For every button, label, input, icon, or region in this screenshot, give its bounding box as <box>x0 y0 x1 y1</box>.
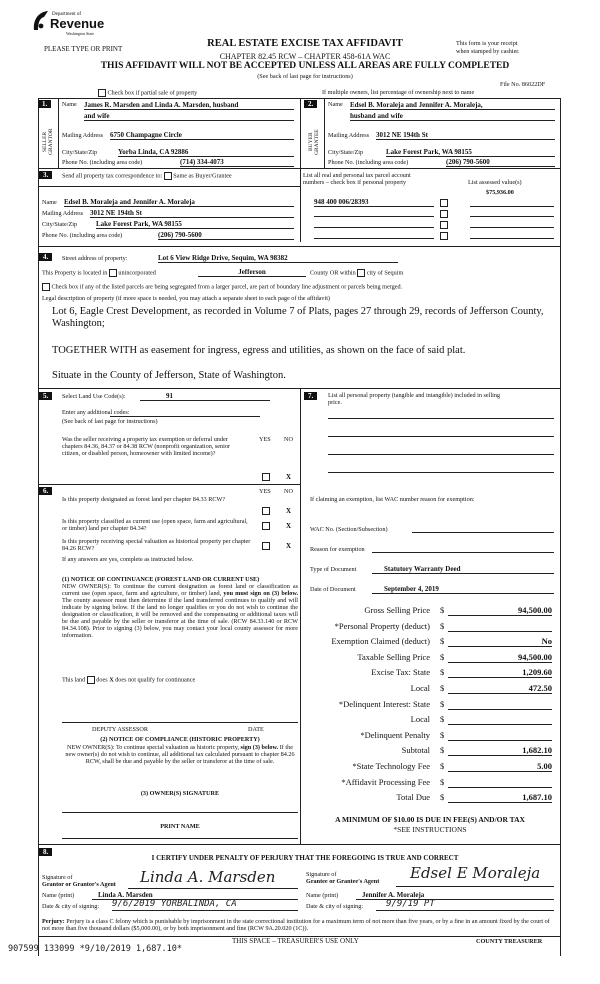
grantor-name-field[interactable]: Linda A. Marsden <box>92 891 298 900</box>
s5-yes-header: YES <box>259 436 271 443</box>
fee-value[interactable] <box>448 620 552 632</box>
fee-label: *Delinquent Penalty <box>360 729 430 740</box>
grantee-name-label: Name (print) <box>306 892 339 899</box>
buyer-phone-label: Phone No. (including area code) <box>328 159 409 166</box>
county-or-label: County OR within <box>310 269 356 277</box>
doc-type-field[interactable]: Statutory Warranty Deed <box>372 565 554 574</box>
logo-sub: Washington State <box>66 31 95 36</box>
fee-row <box>300 776 560 790</box>
owner-signature-label: (3) OWNER(S) SIGNATURE <box>140 790 220 797</box>
fee-currency: $ <box>440 698 445 709</box>
tax-phone-field[interactable]: (206) 790-5600 <box>158 231 294 240</box>
same-as-buyer-label: Same as Buyer/Grantee <box>173 172 232 180</box>
notice2-part-b: If the new owner(s) do not wish to continue, all additional tax calculated pursuant to chapter 84.26 RCW, shall be due and payable by the seller or transferor at the time of sale. <box>65 744 295 765</box>
section-1-number: 1. <box>38 100 51 108</box>
section-7-number: 7. <box>304 392 317 400</box>
dor-logo <box>32 10 105 40</box>
deputy-assessor-label: DEPUTY ASSESSOR <box>92 726 148 733</box>
s5-q1-yes-checkbox[interactable] <box>262 473 270 481</box>
same-as-buyer-checkbox[interactable] <box>164 172 172 180</box>
section-4-number: 4. <box>39 253 52 261</box>
buyer-name-line1[interactable]: Edsel B. Moraleja and Jennifer A. Moraleja, <box>350 101 555 110</box>
grantor-sig-label-2: Grantor or Grantor's Agent <box>42 881 116 888</box>
minimum-due-note: A MINIMUM OF $10.00 IS DUE IN FEE(S) AND/OR TAX <box>335 815 525 824</box>
s6-q1-yes-checkbox[interactable] <box>262 507 270 515</box>
logo-top: Department of <box>52 12 82 17</box>
section-8-number: 8. <box>39 848 52 856</box>
logo-main: Revenue <box>50 16 105 31</box>
fee-row <box>300 744 560 758</box>
notice-continuance-text <box>62 583 298 639</box>
fee-row <box>300 651 560 665</box>
fee-value[interactable] <box>448 698 552 710</box>
segregated-checkbox[interactable] <box>42 283 50 291</box>
seller-name-line2[interactable]: and wife <box>84 112 294 121</box>
county-field[interactable]: Jefferson <box>198 268 306 277</box>
seller-section <box>38 98 58 168</box>
located-label: This Property is located in <box>42 269 108 277</box>
fee-label: Subtotal <box>401 745 430 756</box>
land-use-see-back: (See back of last page for instructions) <box>62 418 158 425</box>
fee-row <box>300 791 560 805</box>
land-does-not-mark[interactable]: X <box>109 676 114 684</box>
assessed-value-label: List assessed value(s) <box>468 179 522 186</box>
additional-codes-label: Enter any additional codes: <box>62 409 130 416</box>
section-2-number: 2. <box>304 100 317 108</box>
s6-current-use-question: Is this property classified as current use (open space, farm and agricultural, or timber) land per chapter 84.34? <box>62 518 248 532</box>
fee-currency: $ <box>440 651 445 662</box>
form-chapter: CHAPTER 82.45 RCW – CHAPTER 458-61A WAC <box>219 52 391 61</box>
notice-compliance-title: (2) NOTICE OF COMPLIANCE (HISTORIC PROPERTY) <box>100 736 260 743</box>
file-number: File No. 86022DF <box>500 81 546 88</box>
fee-value[interactable] <box>448 713 552 725</box>
fee-currency: $ <box>440 776 445 787</box>
receipt-note-1: This form is your receipt <box>456 40 518 47</box>
parcel-list-label-2: numbers – check box if personal property <box>303 179 407 186</box>
land-use-code-field[interactable]: 91 <box>140 392 270 401</box>
partial-sale-label: Check box if partial sale of property <box>107 89 198 97</box>
fee-label: Local <box>410 683 430 693</box>
exemption-label: If claiming an exemption, list WAC number reason for exemption: <box>310 496 475 503</box>
notice-compliance-text <box>62 744 298 765</box>
assessor-date-label: DATE <box>248 726 264 733</box>
grantor-name-label: Name (print) <box>42 892 75 899</box>
s6-q2-no-mark[interactable]: X <box>286 522 292 530</box>
grantee-sig-label-1: Signature of <box>306 871 337 878</box>
fee-row <box>300 760 560 774</box>
segregated-label: Check box if any of the listed parcels are being segregated from a larger parcel, are part of boundary line adjustment or parcels being merged. <box>51 283 403 291</box>
fee-value[interactable] <box>448 729 552 741</box>
fee-label: Gross Selling Price <box>364 605 430 615</box>
located-line <box>42 269 156 277</box>
fee-row <box>300 682 560 696</box>
section-3-number: 3. <box>39 171 52 179</box>
parcel-list-label-1: List all real and personal tax parcel account <box>303 172 411 179</box>
personal-property-label-1: List all personal property (tangible and intangible) included in selling <box>328 392 501 399</box>
seller-mailing-field[interactable]: 6750 Champagne Circle <box>110 131 294 140</box>
see-back: (See back of last page for instructions) <box>257 73 353 80</box>
tax-mailing-label: Mailing Address <box>42 210 84 217</box>
s6-note: If any answers are yes, complete as instructed below. <box>62 556 194 563</box>
unincorporated-checkbox[interactable] <box>109 269 117 277</box>
fee-value[interactable]: 1,682.10 <box>448 744 552 756</box>
fee-label: Taxable Selling Price <box>357 651 430 662</box>
print-name-label: PRINT NAME <box>160 823 200 830</box>
buyer-name-line2[interactable]: husband and wife <box>350 112 555 121</box>
s6-q1-no-mark[interactable]: X <box>286 507 292 515</box>
fee-label: *State Technology Fee <box>352 761 430 771</box>
seller-city-field[interactable]: Yorba Linda, CA 92886 <box>118 148 294 157</box>
buyer-phone-field[interactable]: (206) 790-5600 <box>446 158 555 167</box>
county-treasurer-label: COUNTY TREASURER <box>476 938 543 945</box>
tax-city-field[interactable]: Lake Forest Park, WA 98155 <box>96 220 294 229</box>
dor-logo-icon <box>32 10 50 32</box>
notice1-part-a: NEW OWNER(S): To continue the current designation as forest land or classification as current use (open space, farm and agriculture, or timber) land, <box>62 583 298 597</box>
fee-value[interactable]: 5.00 <box>448 760 552 772</box>
tax-name-field[interactable]: Edsel B. Moraleja and Jennifer A. Moraleja <box>64 198 294 207</box>
fee-currency: $ <box>440 714 445 725</box>
doc-date-field[interactable]: September 4, 2019 <box>372 585 554 594</box>
fee-row <box>300 698 560 712</box>
assessed-value[interactable]: $75,936.00 <box>486 189 514 196</box>
s5-exemption-question: Was the seller receiving a property tax exemption or deferral under chapters 84.36, 84.37 or 84.38 RCW (nonprofit organization, senior citizen, or disabled person, homeowner with limited income)? <box>62 436 231 457</box>
fee-label: Local <box>410 714 430 725</box>
grantor-date-field[interactable]: 9/6/2019 YORBALINDA, CA <box>112 899 298 911</box>
land-label: This land <box>62 676 86 684</box>
seller-phone-field[interactable]: (714) 334-4073 <box>180 158 294 167</box>
legal-line-3[interactable]: TOGETHER WITH as easement for ingress, egress and utilities, as shown on the face of said plat. <box>52 345 466 356</box>
send-label: Send all property tax correspondence to: <box>62 172 163 180</box>
unincorporated-label: unincorporated <box>118 269 156 277</box>
fee-value[interactable]: 94,500.00 <box>448 604 552 616</box>
grantee-sig-label-2: Grantee or Grantee's Agent <box>306 878 380 885</box>
within-city <box>310 269 403 277</box>
notice2-bold: sign (3) below. <box>240 744 279 751</box>
receipt-note-2: when stamped by cashier. <box>456 48 520 55</box>
grantor-sig-label-1: Signature of <box>42 874 73 881</box>
street-label: Street address of property: <box>62 255 128 262</box>
fee-value[interactable] <box>448 776 552 788</box>
fee-currency: $ <box>440 605 445 615</box>
fee-currency: $ <box>440 729 445 740</box>
cashier-stamp: 907599 133099 *9/10/2019 1,687.10* <box>8 944 182 954</box>
multiple-owners: If multiple owners, list percentage of ownership next to name <box>322 89 475 96</box>
legal-line-4[interactable]: Situate in the County of Jefferson, State of Washington. <box>52 370 286 381</box>
fee-currency: $ <box>440 745 445 756</box>
certify-statement: I CERTIFY UNDER PENALTY OF PERJURY THAT THE FOREGOING IS TRUE AND CORRECT <box>151 854 459 862</box>
personal-property-checkbox-4[interactable] <box>440 232 448 240</box>
section-5-number: 5. <box>39 392 52 400</box>
fee-label: *Affidavit Processing Fee <box>341 776 430 787</box>
perjury-label: Perjury: <box>42 918 65 925</box>
notice1-part-b: The county assessor must then determine if the land transferred continues to qualify and will indicate by signing below. If the land no longer qualifies or you do not wish to continue the designation or classification, it will be removed and the compensating or additional taxes will be due and payable by the seller or transferor at the time of sale. (RCW 84.33.140 or RCW 84.34.108). Prior to signing (3) below, you may contact your local county assessor for more information. <box>62 597 298 639</box>
s6-forest-question: Is this property designated as forest land per chapter 84.33 RCW? <box>62 496 226 503</box>
partial-sale <box>98 89 197 97</box>
city-of-label: city of Sequim <box>366 269 404 277</box>
perjury-notice <box>42 918 556 932</box>
notice-continuance-title: (1) NOTICE OF CONTINUANCE (FOREST LAND OR CURRENT USE) <box>62 576 260 583</box>
fee-value[interactable]: No <box>448 635 552 647</box>
perjury-text: Perjury is a class C felony which is punishable by imprisonment in the state correctional institution for a maximum term of not more than five years, or by a fine in an amount fixed by the court of not more than five thousand dollars ($5,000.00), or by both imprisonment and fine (RCW 9A.20.020 (1C)). <box>42 918 550 932</box>
fee-label: Exemption Claimed (deduct) <box>331 636 430 647</box>
buyer-city-label: City/State/Zip <box>328 149 364 156</box>
form-title: REAL ESTATE EXCISE TAX AFFIDAVIT <box>207 38 403 49</box>
grantor-signature[interactable]: Linda A. Marsden <box>140 868 276 886</box>
reason-label: Reason for exemption <box>310 546 365 553</box>
partial-sale-checkbox[interactable] <box>98 89 106 97</box>
land-qualify-label: does not qualify for continuance <box>115 676 196 684</box>
seller-city-label: City/State/Zip <box>62 149 98 156</box>
fee-row <box>300 604 560 618</box>
s6-yes-header: YES <box>259 488 271 495</box>
land-does-label: does <box>96 676 108 684</box>
seller-name-line1[interactable]: James R. Marsden and Linda A. Marsden, husband <box>84 101 294 110</box>
grantee-signature[interactable]: Edsel E Moraleja <box>410 864 541 882</box>
tax-city-label: City/State/Zip <box>42 221 78 228</box>
tax-mailing-field[interactable]: 3012 NE 194th St <box>90 209 294 218</box>
tax-name-label: Name <box>42 199 57 206</box>
segregated-line <box>42 283 402 291</box>
fee-value[interactable]: 1,687.10 <box>448 791 552 803</box>
seller-name-label: Name <box>62 101 77 108</box>
fee-value[interactable]: 472.50 <box>448 682 552 694</box>
fee-currency: $ <box>440 620 445 631</box>
fee-currency: $ <box>440 683 445 693</box>
s6-q3-no-mark[interactable]: X <box>286 542 292 550</box>
fee-label: *Personal Property (deduct) <box>334 620 430 631</box>
street-address-field[interactable]: Lot 6 View Ridge Drive, Sequim, WA 98382 <box>158 254 398 263</box>
tax-phone-label: Phone No. (including area code) <box>42 232 123 239</box>
doc-date-label: Date of Document <box>310 586 356 593</box>
fee-label: Excise Tax: State <box>371 667 430 678</box>
s5-q1-no-mark[interactable]: X <box>286 473 292 481</box>
fee-currency: $ <box>440 792 445 803</box>
fee-row <box>300 666 560 680</box>
buyer-mailing-field[interactable]: 3012 NE 194th St <box>376 131 555 140</box>
buyer-city-field[interactable]: Lake Forest Park, WA 98155 <box>386 148 555 157</box>
s6-q2-yes-checkbox[interactable] <box>262 522 270 530</box>
s6-q3-yes-checkbox[interactable] <box>262 542 270 550</box>
fee-row <box>300 635 560 649</box>
fee-value[interactable]: 94,500.00 <box>448 651 552 663</box>
fee-row <box>300 713 560 727</box>
legal-line-1[interactable]: Lot 6, Eagle Crest Development, as recorded in Volume 7 of Plats, pages 27 through 29, records of Jefferson County, <box>52 306 544 317</box>
land-use-label: Select Land Use Code(s): <box>62 393 126 400</box>
personal-property-checkbox-2[interactable] <box>440 210 448 218</box>
please-type: PLEASE TYPE OR PRINT <box>44 45 123 53</box>
doc-type-label: Type of Document <box>310 566 357 573</box>
buyer-mailing-label: Mailing Address <box>328 132 370 139</box>
legal-line-2[interactable]: Washington; <box>52 318 105 329</box>
grantee-date-label: Date & city of signing: <box>306 903 364 910</box>
parcel-number-1[interactable]: 948 400 006/28393 <box>314 198 434 207</box>
send-correspondence <box>62 172 232 180</box>
fee-currency: $ <box>440 761 445 771</box>
buyer-side-label: BUYER GRANTEE <box>308 129 320 155</box>
fee-currency: $ <box>440 667 445 678</box>
fee-currency: $ <box>440 636 445 647</box>
grantee-date-field[interactable]: 9/9/19 PT <box>376 899 554 911</box>
treasurer-space-label: THIS SPACE – TREASURER'S USE ONLY <box>232 937 359 945</box>
personal-property-label-2: price. <box>328 399 342 406</box>
fee-label: *Delinquent Interest: State <box>338 698 430 709</box>
personal-property-checkbox-1[interactable] <box>440 199 448 207</box>
buyer-name-label: Name <box>328 101 343 108</box>
s6-historic-question: Is this property receiving special valuation as historical property per chapter 84.26 RCW? <box>62 538 251 552</box>
grantor-date-label: Date & city of signing: <box>42 903 100 910</box>
buyer-section <box>304 98 324 168</box>
seller-mailing-label: Mailing Address <box>62 132 104 139</box>
fee-row <box>300 729 560 743</box>
see-instructions-note: *SEE INSTRUCTIONS <box>393 825 467 834</box>
seller-phone-label: Phone No. (including area code) <box>62 159 143 166</box>
section-6-number: 6. <box>39 487 52 495</box>
grantee-name-field[interactable]: Jennifer A. Moraleja <box>356 891 554 900</box>
land-does-checkbox[interactable] <box>87 676 95 684</box>
land-continuance <box>62 676 195 684</box>
seller-side-label: SELLER GRANTOR <box>42 128 54 156</box>
fee-label: Total Due <box>396 792 430 803</box>
personal-property-checkbox-3[interactable] <box>440 221 448 229</box>
within-city-checkbox[interactable] <box>357 269 365 277</box>
fee-row <box>300 620 560 634</box>
form-warning: THIS AFFIDAVIT WILL NOT BE ACCEPTED UNLESS ALL AREAS ARE FULLY COMPLETED <box>100 61 510 71</box>
legal-description-label: Legal description of property (if more space is needed, you may attach a separate sheet to each page of the affidavit) <box>42 295 330 302</box>
notice2-part-a: NEW OWNER(S): To continue special valuation as historic property, <box>67 744 239 751</box>
wac-label: WAC No. (Section/Subsection) <box>310 526 388 533</box>
s5-no-header: NO <box>284 436 293 443</box>
s6-no-header: NO <box>284 488 293 495</box>
fee-value[interactable]: 1,209.60 <box>448 666 552 678</box>
notice1-bold: you must sign on (3) below. <box>223 590 299 597</box>
